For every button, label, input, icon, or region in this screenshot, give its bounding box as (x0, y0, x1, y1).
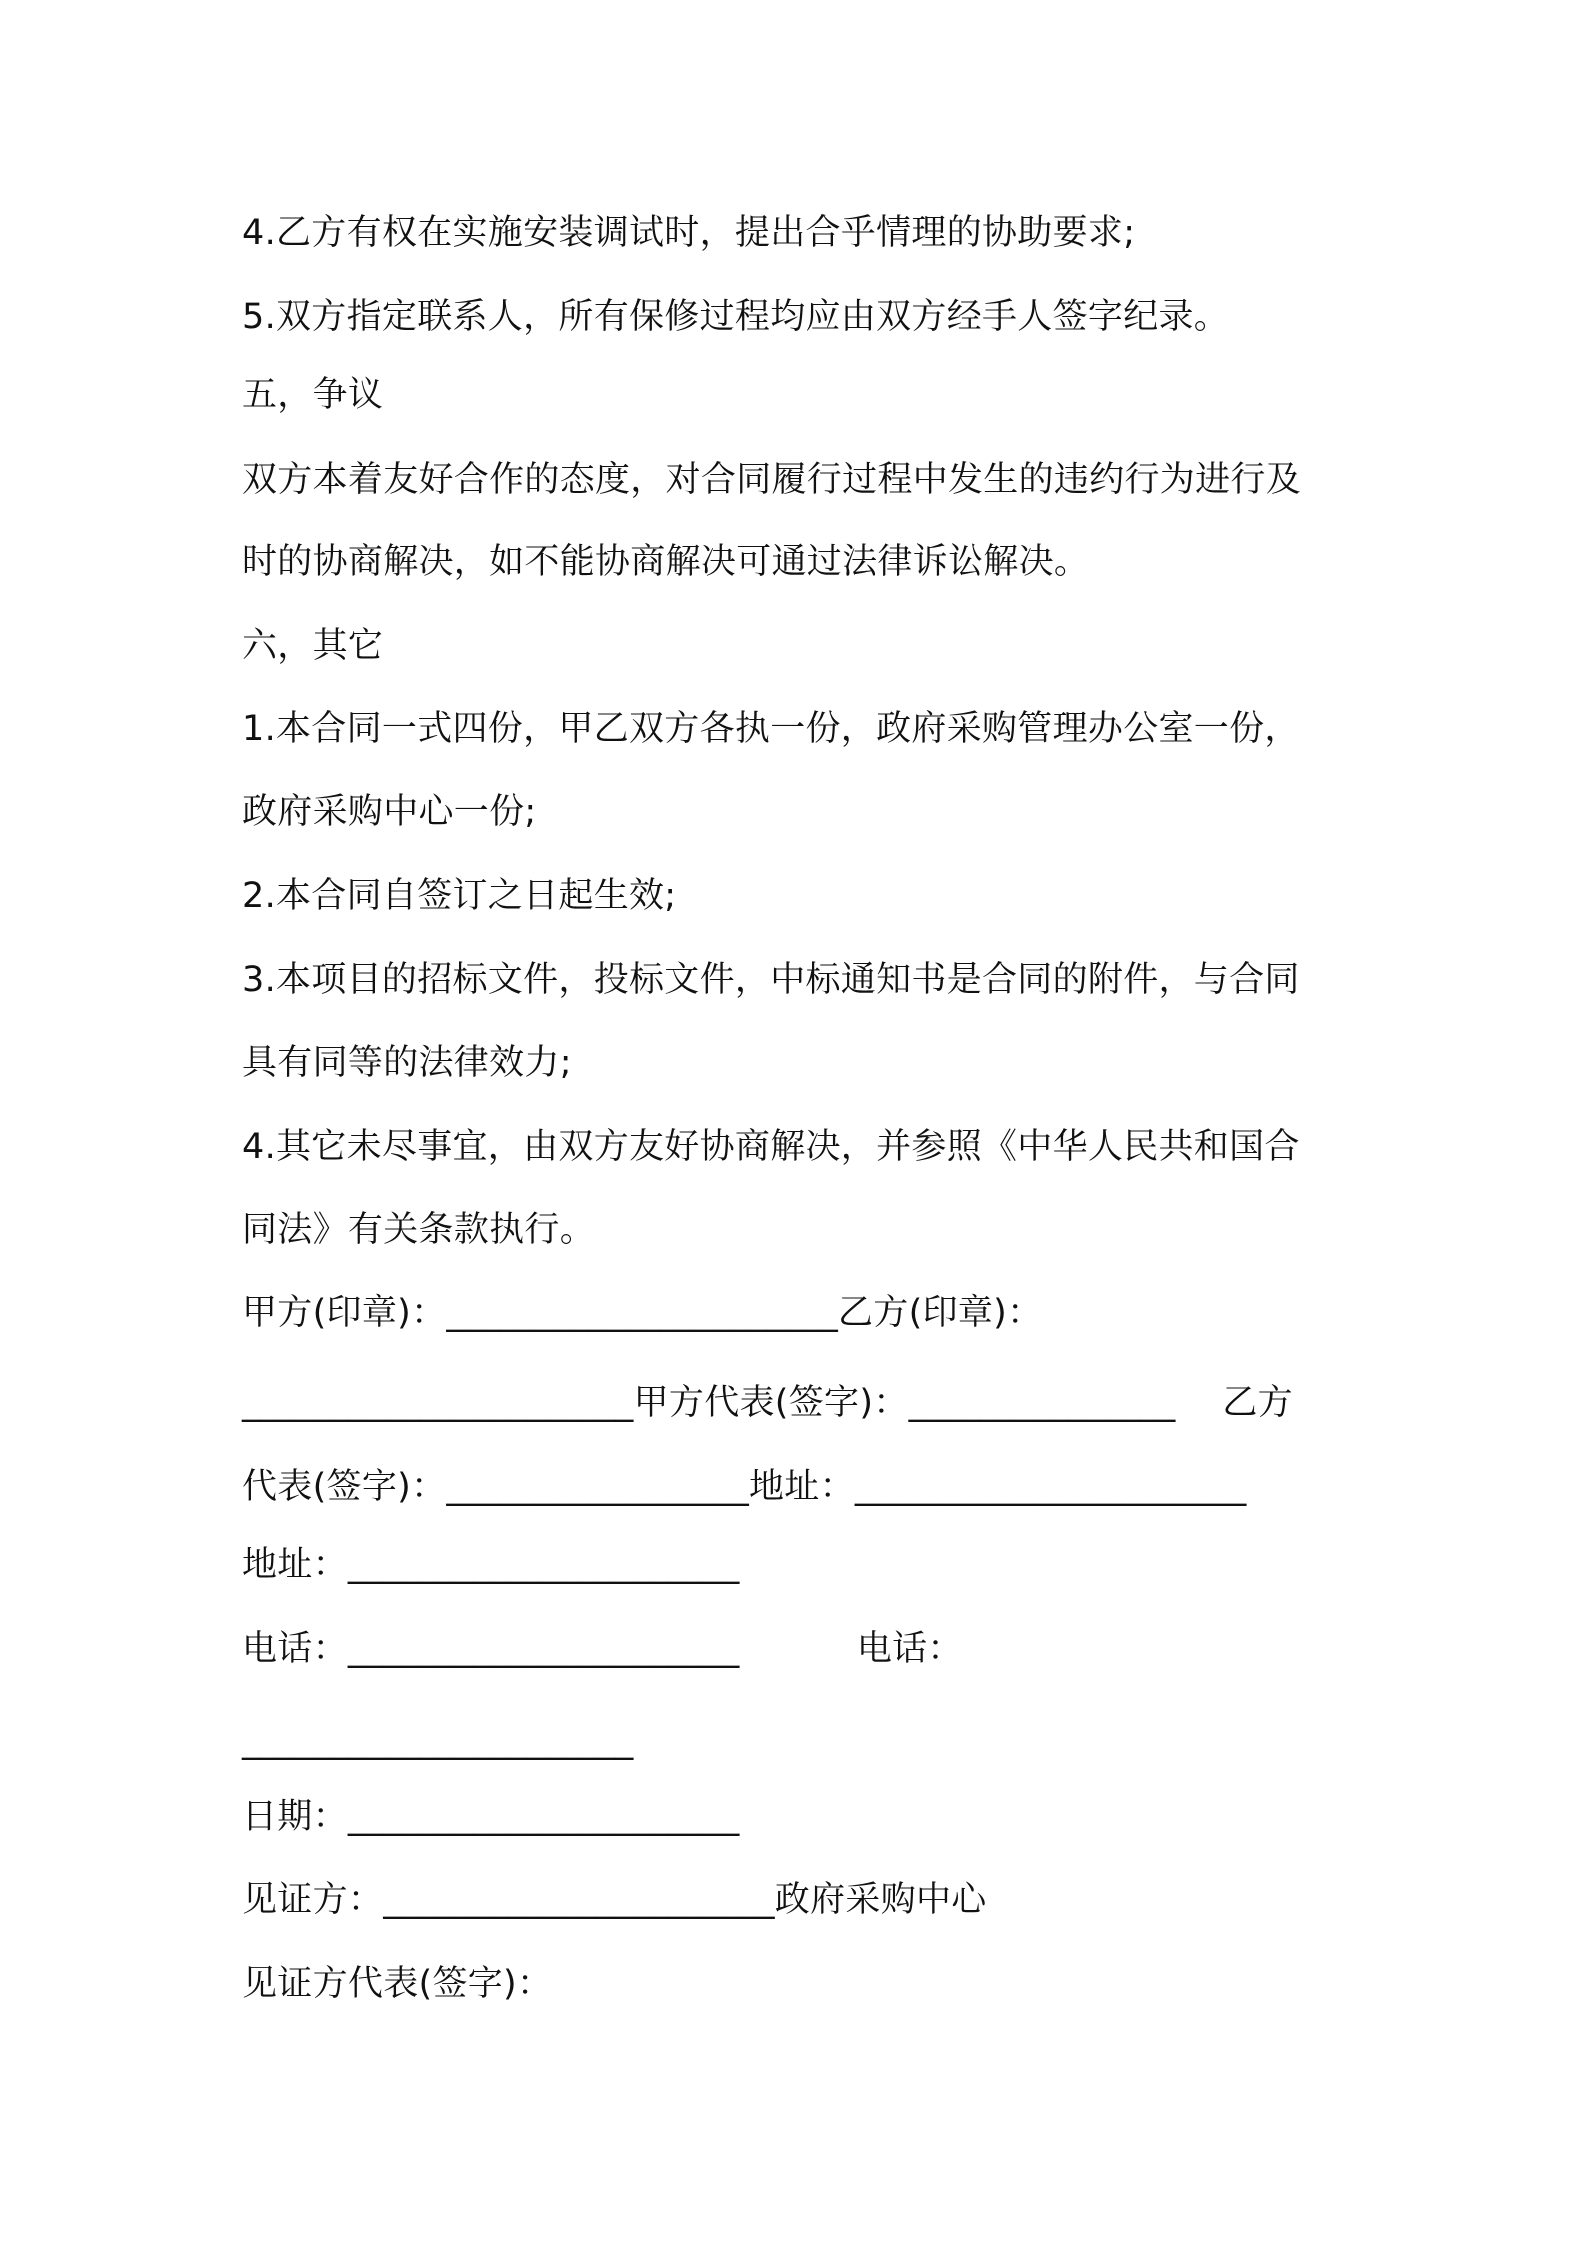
other-clause-4-line-1: 4.其它未尽事宜，由双方友好协商解决，并参照《中华人民共和国合 (242, 1127, 1300, 1167)
clause-4-assist-request: 4.乙方有权在实施安装调试时，提出合乎情理的协助要求; (242, 213, 1136, 253)
dispute-paragraph-line-1: 双方本着友好合作的态度，对合同履行过程中发生的违约行为进行及 (242, 460, 1302, 500)
dispute-paragraph-line-2: 时的协商解决，如不能协商解决可通过法律诉讼解决。 (242, 542, 1090, 582)
signature-party-b-representative-address: 代表(签字)：_________________地址：______________________ (242, 1467, 1247, 1507)
signature-phone: 电话：______________________ 电话： (242, 1629, 963, 1669)
other-clause-1-line-1: 1.本合同一式四份，甲乙双方各执一份，政府采购管理办公室一份， (242, 709, 1300, 749)
signature-date: 日期：______________________ (242, 1797, 740, 1837)
other-clause-3-line-2: 具有同等的法律效力; (242, 1043, 572, 1083)
signature-witness-representative: 见证方代表(签字)： (242, 1964, 553, 2004)
other-clause-3-line-1: 3.本项目的招标文件，投标文件，中标通知书是合同的附件，与合同 (242, 960, 1300, 1000)
signature-phone-blank: ______________________ (242, 1721, 634, 1761)
other-clause-2: 2.本合同自签订之日起生效; (242, 876, 677, 916)
other-clause-4-line-2: 同法》有关条款执行。 (242, 1210, 596, 1250)
signature-party-seals: 甲方(印章)：______________________乙方(印章)： (242, 1293, 1043, 1333)
signature-party-a-representative: ______________________甲方代表(签字)：_______________ 乙方 (242, 1383, 1293, 1423)
signature-address: 地址：______________________ (242, 1545, 740, 1585)
clause-5-contact-person: 5.双方指定联系人，所有保修过程均应由双方经手人签字纪录。 (242, 297, 1230, 337)
other-clause-1-line-2: 政府采购中心一份; (242, 792, 537, 832)
section-heading-dispute: 五，争议 (242, 375, 384, 415)
section-heading-other: 六，其它 (242, 626, 384, 666)
signature-witness: 见证方：______________________政府采购中心 (242, 1880, 987, 1920)
